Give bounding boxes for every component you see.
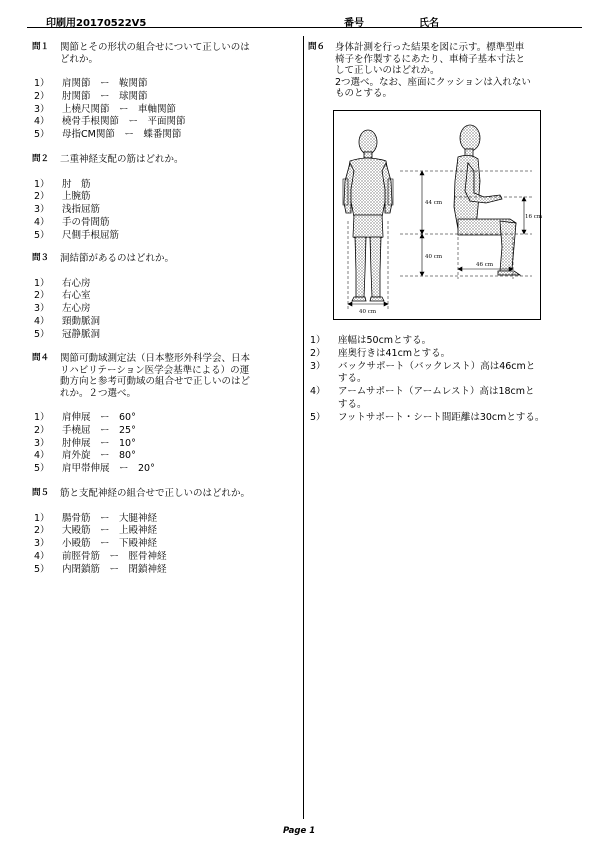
option-number: 2） — [34, 90, 50, 102]
page-number: Page 1 — [283, 826, 316, 836]
question-text-line: 身体計測を行った結果を図に示す。標準型車 — [335, 42, 525, 53]
question-text-line: 二重神経支配の筋はどれか。 — [60, 154, 184, 165]
question-2 — [32, 154, 294, 242]
print-id: 印刷用20170522V5 — [46, 18, 147, 29]
option[interactable] — [32, 179, 294, 192]
question-number: 問６ — [308, 42, 326, 52]
option-number: 2） — [310, 347, 326, 359]
option-text: 浅指屈筋 — [62, 204, 101, 216]
option-number: 3） — [310, 360, 326, 372]
option-text: 肩外旋 ー 80° — [62, 450, 136, 462]
option-number: 2） — [34, 290, 50, 302]
front-figure — [344, 130, 392, 301]
option-text: 大殿筋 ー 上殿神経 — [62, 525, 158, 537]
option-number: 4） — [34, 216, 50, 228]
option[interactable] — [308, 335, 578, 348]
option-text: 橈骨手根関節 ー 平面関節 — [62, 116, 186, 128]
option-number: 4） — [34, 116, 50, 128]
option-text: 前脛骨筋 ー 脛骨神経 — [62, 550, 167, 562]
option[interactable] — [32, 425, 294, 438]
option-number: 5） — [34, 463, 50, 475]
option-text: 腸骨筋 ー 大腿神経 — [62, 512, 158, 524]
body-measurement-figure — [333, 110, 541, 320]
elbow-height-label: 16 cm — [525, 214, 543, 220]
option[interactable] — [32, 438, 294, 451]
question-text-line: して正しいのはどれか。 — [335, 65, 440, 76]
option[interactable] — [32, 412, 294, 425]
question-text-line: 動方向と参考可動域の組合せで正しいのはど — [60, 376, 251, 387]
question-number: 問３ — [32, 253, 50, 263]
option-text: 左心房 — [62, 303, 91, 315]
question-number: 問２ — [32, 154, 50, 164]
question-text-line: どれか。 — [60, 53, 99, 65]
option[interactable] — [32, 513, 294, 526]
option[interactable] — [32, 290, 294, 303]
question-5 — [32, 488, 294, 576]
option[interactable] — [32, 104, 294, 117]
question-3 — [32, 253, 294, 341]
option-text-cont: する。 — [338, 373, 367, 385]
question-text-line: 洞結節があるのはどれか。 — [60, 253, 175, 264]
option[interactable] — [32, 278, 294, 291]
option-text: 手の骨間筋 — [62, 216, 110, 228]
option-number: 2） — [34, 424, 50, 436]
option[interactable] — [308, 412, 578, 425]
option-number: 3） — [34, 303, 50, 315]
option-text: 内閉鎖筋 ー 閉鎖神経 — [62, 563, 167, 575]
option-text: 上橈尺関節 ー 車軸関節 — [62, 103, 177, 115]
option-number: 5） — [34, 328, 50, 340]
question-text-line: 椅子を作製するにあたり、車椅子基本寸法と — [335, 53, 526, 65]
option-number: 4） — [34, 450, 50, 462]
option-text: 尺側手根屈筋 — [62, 229, 120, 241]
option-number: 2） — [34, 525, 50, 537]
question-1 — [32, 42, 294, 142]
option-number: 1） — [310, 335, 326, 346]
question-text-line: 筋と支配神経の組合せで正しいのはどれか。 — [60, 488, 251, 499]
question-text-line: 関節可動域測定法（日本整形外科学会、日本 — [60, 353, 251, 364]
option[interactable] — [32, 525, 294, 538]
column-divider — [303, 36, 304, 819]
option-text: 肘 筋 — [62, 178, 91, 190]
option-number: 1） — [34, 78, 50, 89]
option[interactable] — [32, 551, 294, 564]
option-text: 右心室 — [62, 290, 91, 302]
option-text: 上腕筋 — [62, 191, 91, 203]
option[interactable] — [32, 303, 294, 316]
option-text: バックサポート（バックレスト）高は46cmと — [338, 360, 536, 372]
thigh-length-label: 46 cm — [476, 262, 494, 268]
name-label: 氏名 — [419, 18, 439, 29]
option-text: 母指CM関節 ー 蝶番関節 — [62, 129, 182, 141]
question-text-line: れか。２つ選べ。 — [60, 387, 137, 399]
option[interactable] — [308, 348, 578, 361]
option-text: 肩甲帯伸展 ー 20° — [62, 463, 155, 475]
option[interactable] — [32, 463, 294, 476]
shoulder-width-label: 40 cm — [359, 309, 377, 315]
option[interactable] — [32, 129, 294, 142]
option[interactable] — [32, 450, 294, 463]
question-number: 問４ — [32, 353, 50, 363]
option-number: 4） — [34, 550, 50, 562]
option[interactable] — [308, 386, 578, 412]
option[interactable] — [32, 204, 294, 217]
question-6-options — [308, 335, 578, 425]
option-text: フットサポート・シート間距離は30cmとする。 — [338, 411, 545, 423]
question-text-line: 2つ選べ。なお、座面にクッションは入れない — [335, 76, 531, 88]
option[interactable] — [32, 538, 294, 551]
option-number: 1） — [34, 277, 50, 289]
option-number: 1） — [34, 412, 50, 423]
option-text: 座幅は50cmとする。 — [338, 335, 432, 346]
option[interactable] — [32, 329, 294, 342]
option[interactable] — [32, 564, 294, 577]
option[interactable] — [32, 91, 294, 104]
option[interactable] — [32, 316, 294, 329]
option-text: 座奥行きは41cmとする。 — [338, 347, 451, 359]
option[interactable] — [32, 217, 294, 230]
question-text-line: 関節とその形状の組合せについて正しいのは — [60, 42, 250, 53]
option-number: 1） — [34, 512, 50, 524]
option-number: 5） — [34, 229, 50, 241]
option-number: 3） — [34, 103, 50, 115]
option-text: 頸動脈洞 — [62, 315, 101, 327]
option-text: 右心房 — [62, 277, 91, 289]
option-text: 肘伸展 ー 10° — [62, 437, 136, 449]
question-text-line: リハビリテーション医学会基準による）の運 — [60, 364, 250, 376]
option-number: 3） — [34, 538, 50, 550]
option-number: 4） — [34, 315, 50, 327]
option-text: 肩伸展 ー 60° — [62, 412, 136, 423]
header-rule — [27, 27, 582, 28]
option-text: 冠静脈洞 — [62, 328, 101, 340]
option[interactable] — [32, 191, 294, 204]
option-text: アームサポート（アームレスト）高は18cmと — [338, 386, 535, 398]
option-number: 5） — [310, 411, 326, 423]
option[interactable] — [308, 361, 578, 387]
option-number: 4） — [310, 386, 326, 398]
option[interactable] — [32, 116, 294, 129]
number-label: 番号 — [344, 18, 364, 29]
question-4 — [32, 353, 294, 476]
option-number: 5） — [34, 129, 50, 141]
option[interactable] — [32, 230, 294, 243]
sitting-height-label: 44 cm — [425, 200, 443, 206]
option[interactable] — [32, 78, 294, 91]
question-6 — [308, 42, 570, 100]
side-figure — [454, 125, 520, 275]
option-text: 肩関節 ー 鞍関節 — [62, 78, 148, 89]
option-number: 1） — [34, 178, 50, 190]
question-number: 問５ — [32, 488, 50, 498]
option-text: 小殿筋 ー 下殿神経 — [62, 538, 158, 550]
option-number: 3） — [34, 204, 50, 216]
option-text: 肘関節 ー 球関節 — [62, 90, 148, 102]
option-text: 手橈屈 ー 25° — [62, 424, 136, 436]
question-number: 問１ — [32, 42, 50, 52]
lower-leg-label: 40 cm — [425, 254, 443, 260]
option-number: 5） — [34, 563, 50, 575]
option-number: 2） — [34, 191, 50, 203]
option-text-cont: する。 — [338, 398, 367, 410]
option-number: 3） — [34, 437, 50, 449]
question-text-line: ものとする。 — [335, 88, 393, 99]
body-measurement-diagram — [334, 111, 543, 319]
